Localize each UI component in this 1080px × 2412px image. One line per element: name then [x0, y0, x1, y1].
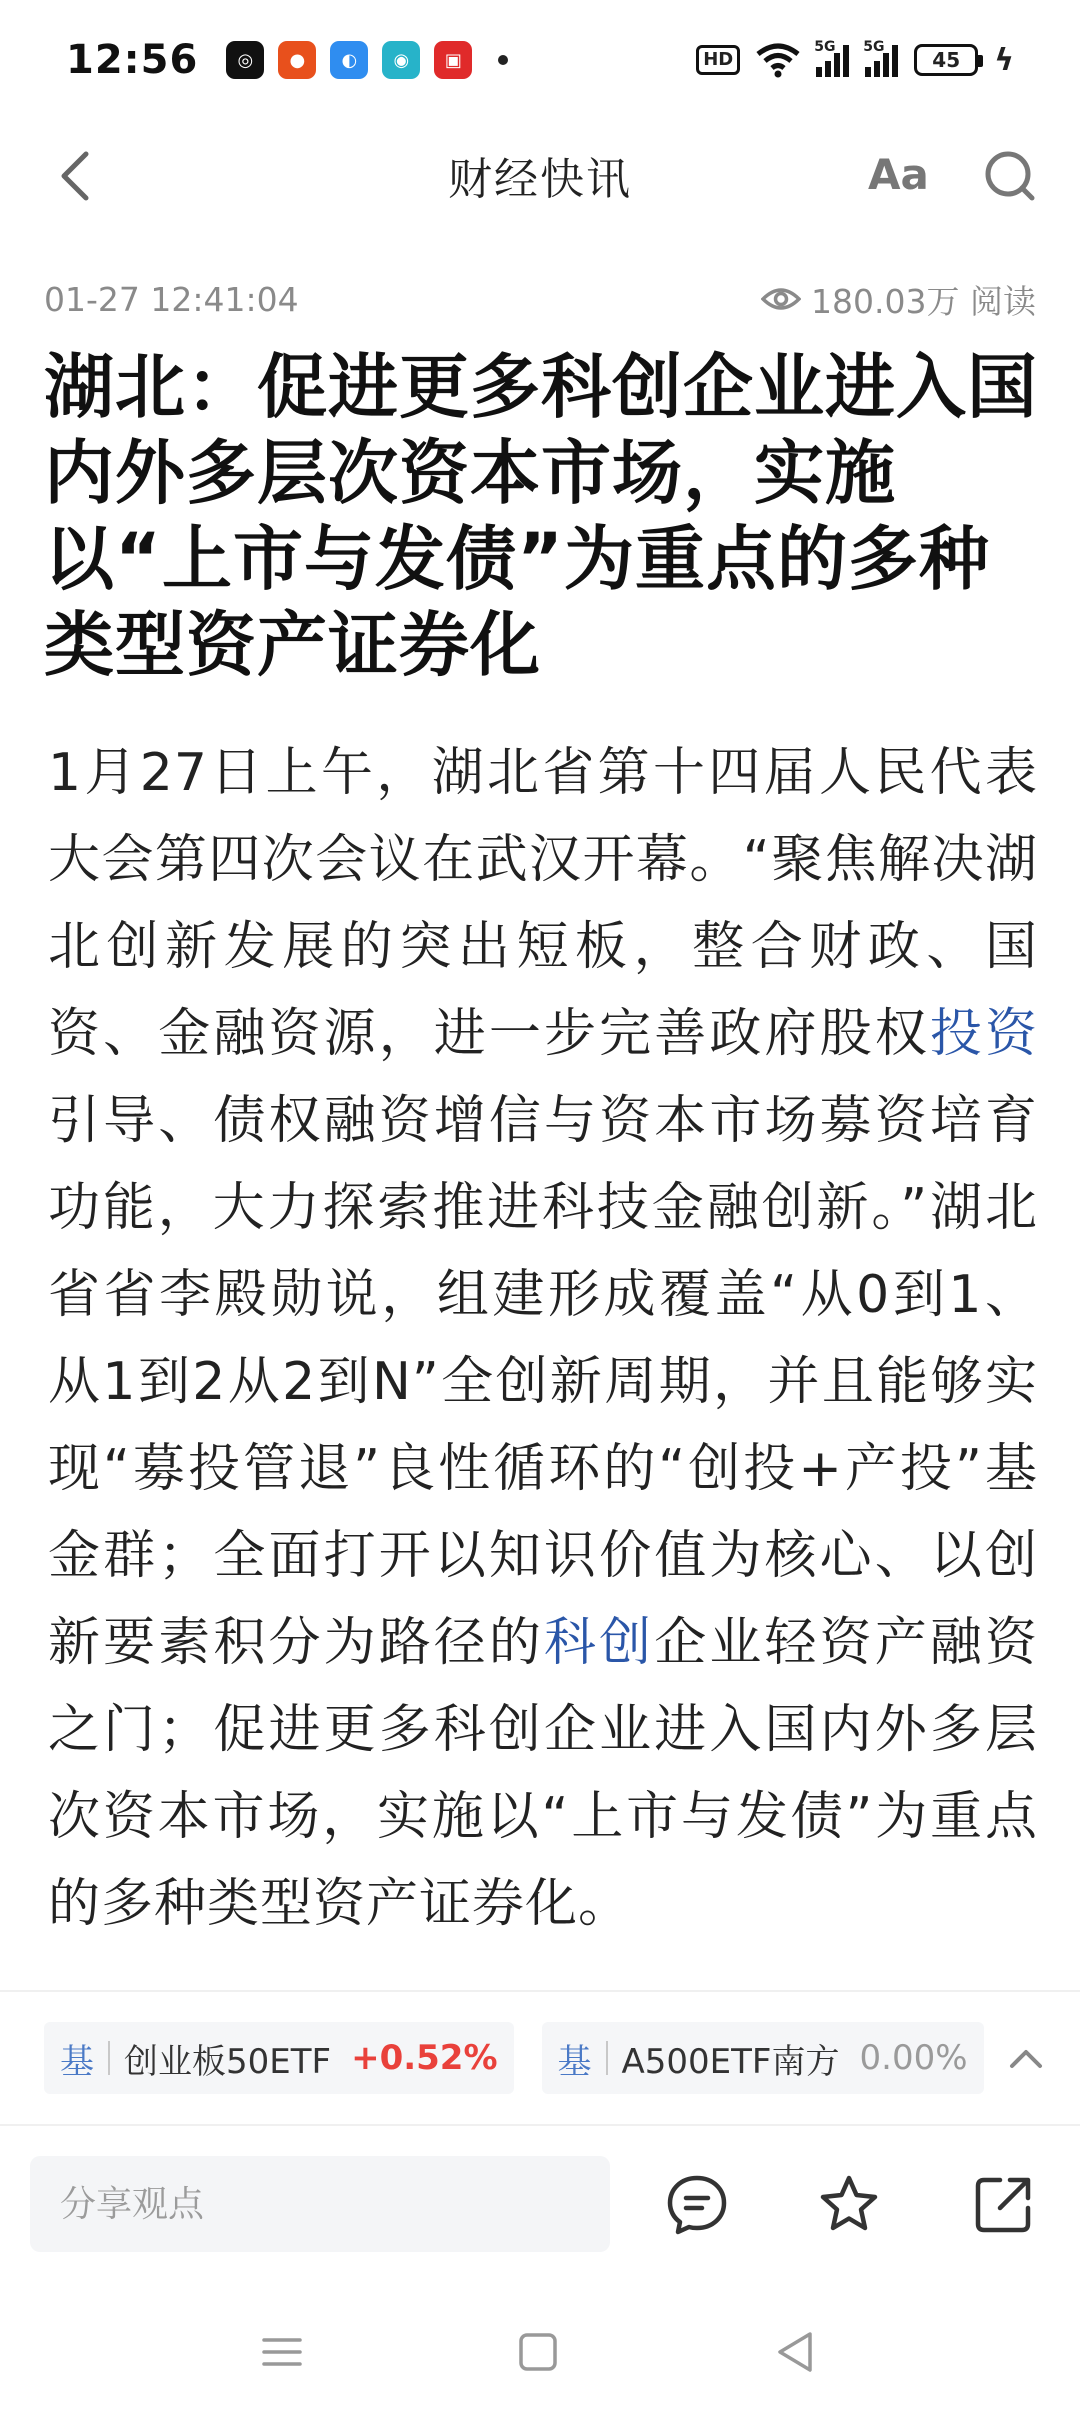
divider [0, 1990, 1080, 1992]
eye-icon [761, 285, 801, 313]
system-nav-bar [0, 2300, 1080, 2412]
view-count [761, 276, 1036, 323]
chevron-up-icon[interactable] [1002, 2034, 1050, 2082]
keyword-link-tech-innovation[interactable]: 科创 [544, 1613, 655, 1673]
fund-chip[interactable] [542, 2022, 984, 2094]
comment-icon[interactable] [664, 2172, 730, 2238]
share-icon[interactable] [970, 2172, 1036, 2238]
font-size-button[interactable]: Aa [868, 150, 929, 199]
more-notifications-dot [498, 55, 508, 65]
hd-voice-icon: HD [696, 45, 740, 75]
divider [0, 2124, 1080, 2126]
cell-signal-icon: 5G [816, 43, 849, 77]
menu-icon[interactable] [252, 2322, 312, 2382]
fund-tag: 基 [60, 2041, 94, 2082]
battery-icon: 45 [914, 44, 978, 76]
fund-name: 创业板50ETF [124, 2041, 332, 2082]
article-meta [44, 274, 1036, 324]
home-icon[interactable] [508, 2322, 568, 2382]
view-count-text: 180.03万 阅读 [811, 281, 1036, 321]
wifi-icon [756, 42, 800, 78]
app-notification-icon: ◉ [382, 41, 420, 79]
search-icon[interactable] [982, 148, 1038, 204]
chip-separator [108, 2041, 110, 2075]
app-notification-icon: ▣ [434, 41, 472, 79]
back-nav-icon[interactable] [766, 2322, 826, 2382]
article-body [48, 730, 1038, 1948]
publish-time: 01-27 12:41:04 [44, 279, 299, 319]
charging-icon: ϟ [994, 42, 1014, 78]
page-title: 财经快讯 [448, 154, 632, 205]
app-notification-icon: ● [278, 41, 316, 79]
article-title: 湖北：促进更多科创企业进入国内外多层次资本市场，实施以“上市与发债”为重点的多种类型资产证券化 [44, 346, 1038, 686]
back-icon[interactable] [50, 148, 100, 204]
fund-change: +0.52% [351, 2038, 498, 2078]
related-funds [44, 2022, 1050, 2094]
fund-tag: 基 [557, 2041, 592, 2082]
app-header [0, 120, 1080, 230]
star-icon[interactable] [816, 2172, 882, 2238]
chip-separator [606, 2041, 608, 2075]
cell-signal-icon: 5G [865, 43, 898, 77]
fund-chip[interactable] [44, 2022, 514, 2094]
app-notification-icon: ◐ [330, 41, 368, 79]
status-indicators [696, 39, 1014, 78]
share-opinion-input[interactable] [30, 2156, 610, 2252]
article-text: 引导、债权融资增信与资本市场募资培育功能，大力探索推进科技金融创新。”湖北省省李殿勋说，组建形成覆盖“从0到1、从1到2从2到N”全创新周期，并且能够实现“募投管退”良性循环的“创投+产投”基金群；全面打开以知识价值为核心、以创新要素积分为路径的 [48, 1091, 1038, 1673]
article-text: 企业轻资产融资之门；促进更多科创企业进入国内外多层次资本市场，实施以“上市与发债”为重点的多种类型资产证券化。 [48, 1613, 1038, 1934]
keyword-link-investment[interactable]: 投资 [929, 1004, 1038, 1064]
fund-change: 0.00% [859, 2038, 968, 2078]
app-notification-icon: ◎ [226, 41, 264, 79]
fund-name: A500ETF南方 [621, 2041, 840, 2082]
article-text: 1月27日上午，湖北省第十四届人民代表大会第四次会议在武汉开幕。“聚焦解决湖北创新发展的突出短板，整合财政、国资、金融资源，进一步完善政府股权 [48, 743, 1038, 1064]
status-bar [0, 0, 1080, 120]
status-time: 12:56 [66, 37, 199, 83]
